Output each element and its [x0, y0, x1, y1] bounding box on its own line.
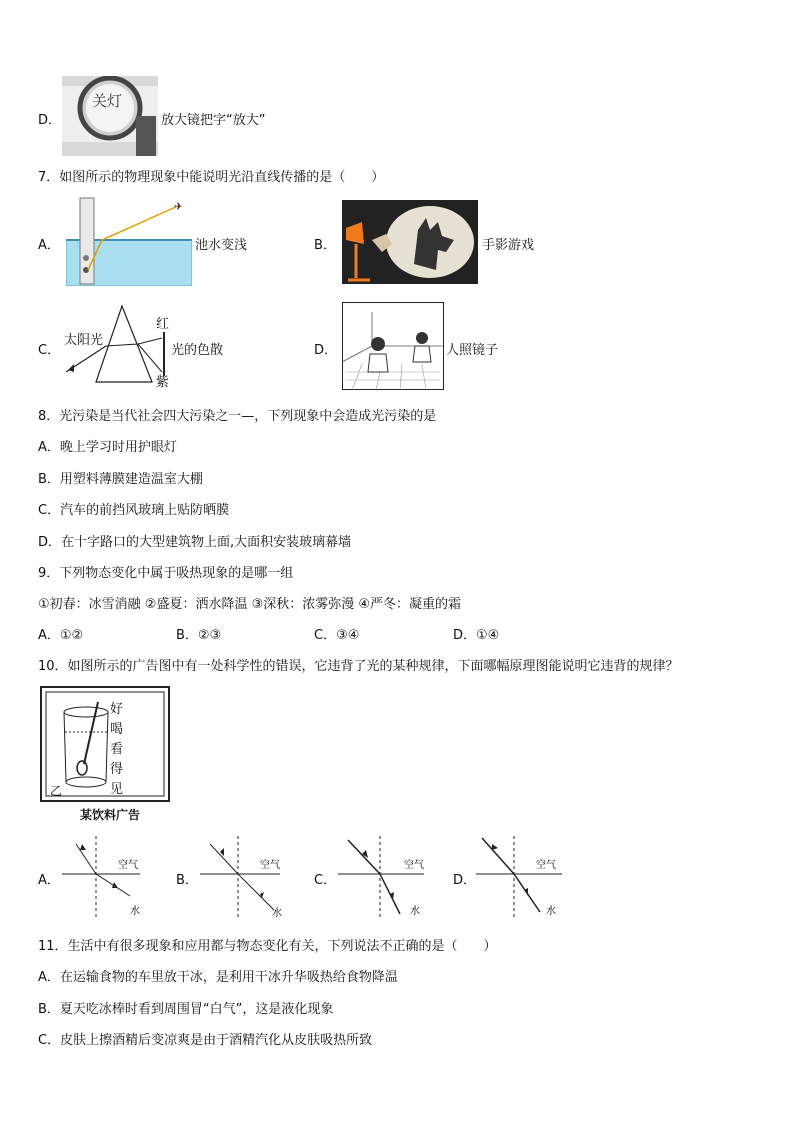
- pool-refraction-figure: [66, 196, 192, 286]
- q10-option-a-figure: [62, 832, 152, 918]
- q7-option-d-caption: 人照镜子: [446, 343, 499, 358]
- q9-option-a: A．①②: [38, 628, 84, 643]
- q11-option-c: C．皮肤上擦酒精后变凉爽是由于酒精汽化从皮肤吸热所致: [38, 1033, 373, 1048]
- q11-option-b: B．夏天吃冰棒时看到周围冒“白气”，这是液化现象: [38, 1002, 334, 1017]
- q7-option-a-caption: 池水变浅: [195, 238, 248, 253]
- prism-sunlight-label: 太阳光: [64, 333, 104, 348]
- drink-ad-label: 乙: [50, 784, 63, 798]
- q11-stem: 11．生活中有很多现象和应用都与物态变化有关，下列说法不正确的是（ ）: [38, 939, 497, 954]
- q6-option-d-letter: D．: [38, 113, 62, 128]
- q10-option-d-letter: D．: [453, 873, 477, 888]
- q7-stem: 7．如图所示的物理现象中能说明光沿直线传播的是（ ）: [38, 170, 385, 185]
- q10-a-water-label: 水: [130, 906, 140, 917]
- q10-d-air-label: 空气: [536, 860, 556, 871]
- q9-option-c: C．③④: [314, 628, 360, 643]
- q7-option-a-letter: A．: [38, 238, 60, 253]
- q8-option-a: A．晚上学习时用护眼灯: [38, 440, 177, 455]
- q8-stem: 8．光污染是当代社会四大污染之一—，下列现象中会造成光污染的是: [38, 409, 437, 424]
- q10-b-water-label: 水: [272, 908, 282, 918]
- q7-option-b-letter: B．: [314, 238, 336, 253]
- q10-option-a-letter: A．: [38, 873, 60, 888]
- q10-option-b-figure: [200, 832, 290, 918]
- q6-option-d-caption: 放大镜把字“放大”: [161, 113, 266, 128]
- mirror-figure: [342, 302, 444, 390]
- q10-option-b-letter: B．: [176, 873, 198, 888]
- q11-option-a: A．在运输食物的车里放干冰，是利用干冰升华吸热给食物降温: [38, 970, 398, 985]
- q9-items: ①初春：冰雪消融 ②盛夏：洒水降温 ③深秋：浓雾弥漫 ④严冬：凝重的霜: [38, 597, 462, 612]
- q10-option-d-figure: [476, 832, 572, 918]
- q7-option-c-caption: 光的色散: [171, 343, 224, 358]
- q10-stem: 10．如图所示的广告图中有一处科学性的错误，它违背了光的某种规律，下面哪幅原理图能说明它违背的规律？: [38, 659, 679, 674]
- drink-ad-text: 好喝看得见: [110, 702, 124, 797]
- q9-stem: 9．下列物态变化中属于吸热现象的是哪一组: [38, 566, 294, 581]
- drink-ad-caption: 某饮料广告: [80, 808, 141, 822]
- q10-option-c-figure: [338, 832, 434, 918]
- q7-option-b-caption: 手影游戏: [482, 238, 535, 253]
- q9-option-b: B．②③: [176, 628, 222, 643]
- q7-option-d-letter: D．: [314, 343, 338, 358]
- q8-option-b: B．用塑料薄膜建造温室大棚: [38, 472, 203, 487]
- q9-option-d: D．①④: [453, 628, 500, 643]
- q8-option-c: C．汽车的前挡风玻璃上贴防晒膜: [38, 503, 230, 518]
- q10-b-air-label: 空气: [260, 860, 280, 871]
- magnifier-image-text: 关灯: [92, 92, 123, 110]
- prism-violet-label: 紫: [156, 375, 170, 388]
- q7-option-c-letter: C．: [38, 343, 61, 358]
- magnifier-image: [62, 76, 158, 156]
- q10-c-air-label: 空气: [404, 860, 424, 871]
- q10-d-water-label: 水: [546, 906, 556, 917]
- svg-text:✈: ✈: [174, 200, 184, 213]
- q10-option-c-letter: C．: [314, 873, 337, 888]
- q10-a-air-label: 空气: [118, 860, 138, 871]
- hand-shadow-figure: [342, 200, 478, 284]
- q8-option-d: D．在十字路口的大型建筑物上面,大面积安装玻璃幕墙: [38, 535, 352, 550]
- prism-red-label: 红: [156, 317, 170, 332]
- q10-c-water-label: 水: [410, 906, 420, 917]
